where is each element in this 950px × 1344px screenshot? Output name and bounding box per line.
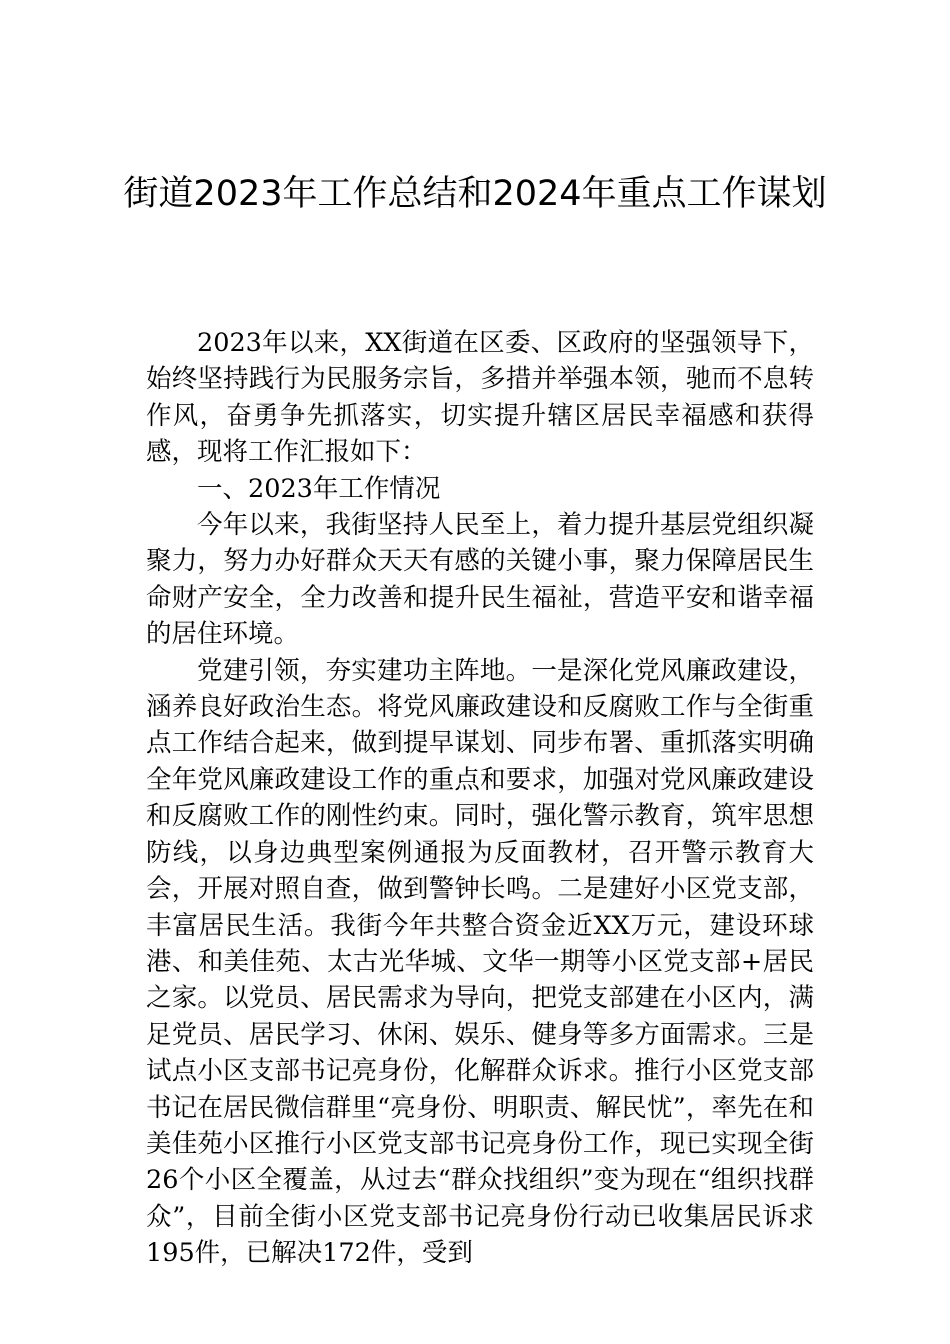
document-title: 街道2023年工作总结和2024年重点工作谋划 [123, 174, 827, 214]
overview-paragraph: 今年以来，我街坚持人民至上，着力提升基层党组织凝聚力，努力办好群众天天有感的关键小事，聚力保障居民生命财产安全，全力改善和提升民生福祉，营造平安和谐幸福的居住环境。 [146, 510, 814, 650]
party-building-paragraph: 党建引领，夯实建功主阵地。一是深化党风廉政建设，涵养良好政治生态。将党风廉政建设和反腐败工作与全街重点工作结合起来，做到提早谋划、同步布署、重抓落实明确全年党风廉政建设工作的重点和要求，加强对党风廉政建设和反腐败工作的刚性约束。同时，强化警示教育，筑牢思想防线，以身边典型案例通报为反面教材，召开警示教育大会，开展对照自查，做到警钟长鸣。二是建好小区党支部，丰富居民生活。我街今年共整合资金近XX万元，建设环球港、和美佳苑、太古光华城、文华一期等小区党支部+居民之家。以党员、居民需求为导向，把党支部建在小区内，满足党员、居民学习、休闲、娱乐、健身等多方面需求。三是试点小区支部书记亮身份，化解群众诉求。推行小区党支部书记在居民微信群里“亮身份、明职责、解民忧”，率先在和美佳苑小区推行小区党支部书记亮身份工作，现已实现全街26个小区全覆盖，从过去“群众找组织”变为现在“组织找群众”，目前全街小区党支部书记亮身份行动已收集居民诉求195件，已解决172件，受到 [146, 655, 814, 1269]
intro-paragraph: 2023年以来，XX街道在区委、区政府的坚强领导下，始终坚持践行为民服务宗旨，多措并举强本领，驰而不息转作风，奋勇争先抓落实，切实提升辖区居民幸福感和获得感，现将工作汇报如下： [146, 328, 814, 468]
section-heading: 一、2023年工作情况 [197, 473, 441, 504]
document-body [146, 325, 814, 1272]
